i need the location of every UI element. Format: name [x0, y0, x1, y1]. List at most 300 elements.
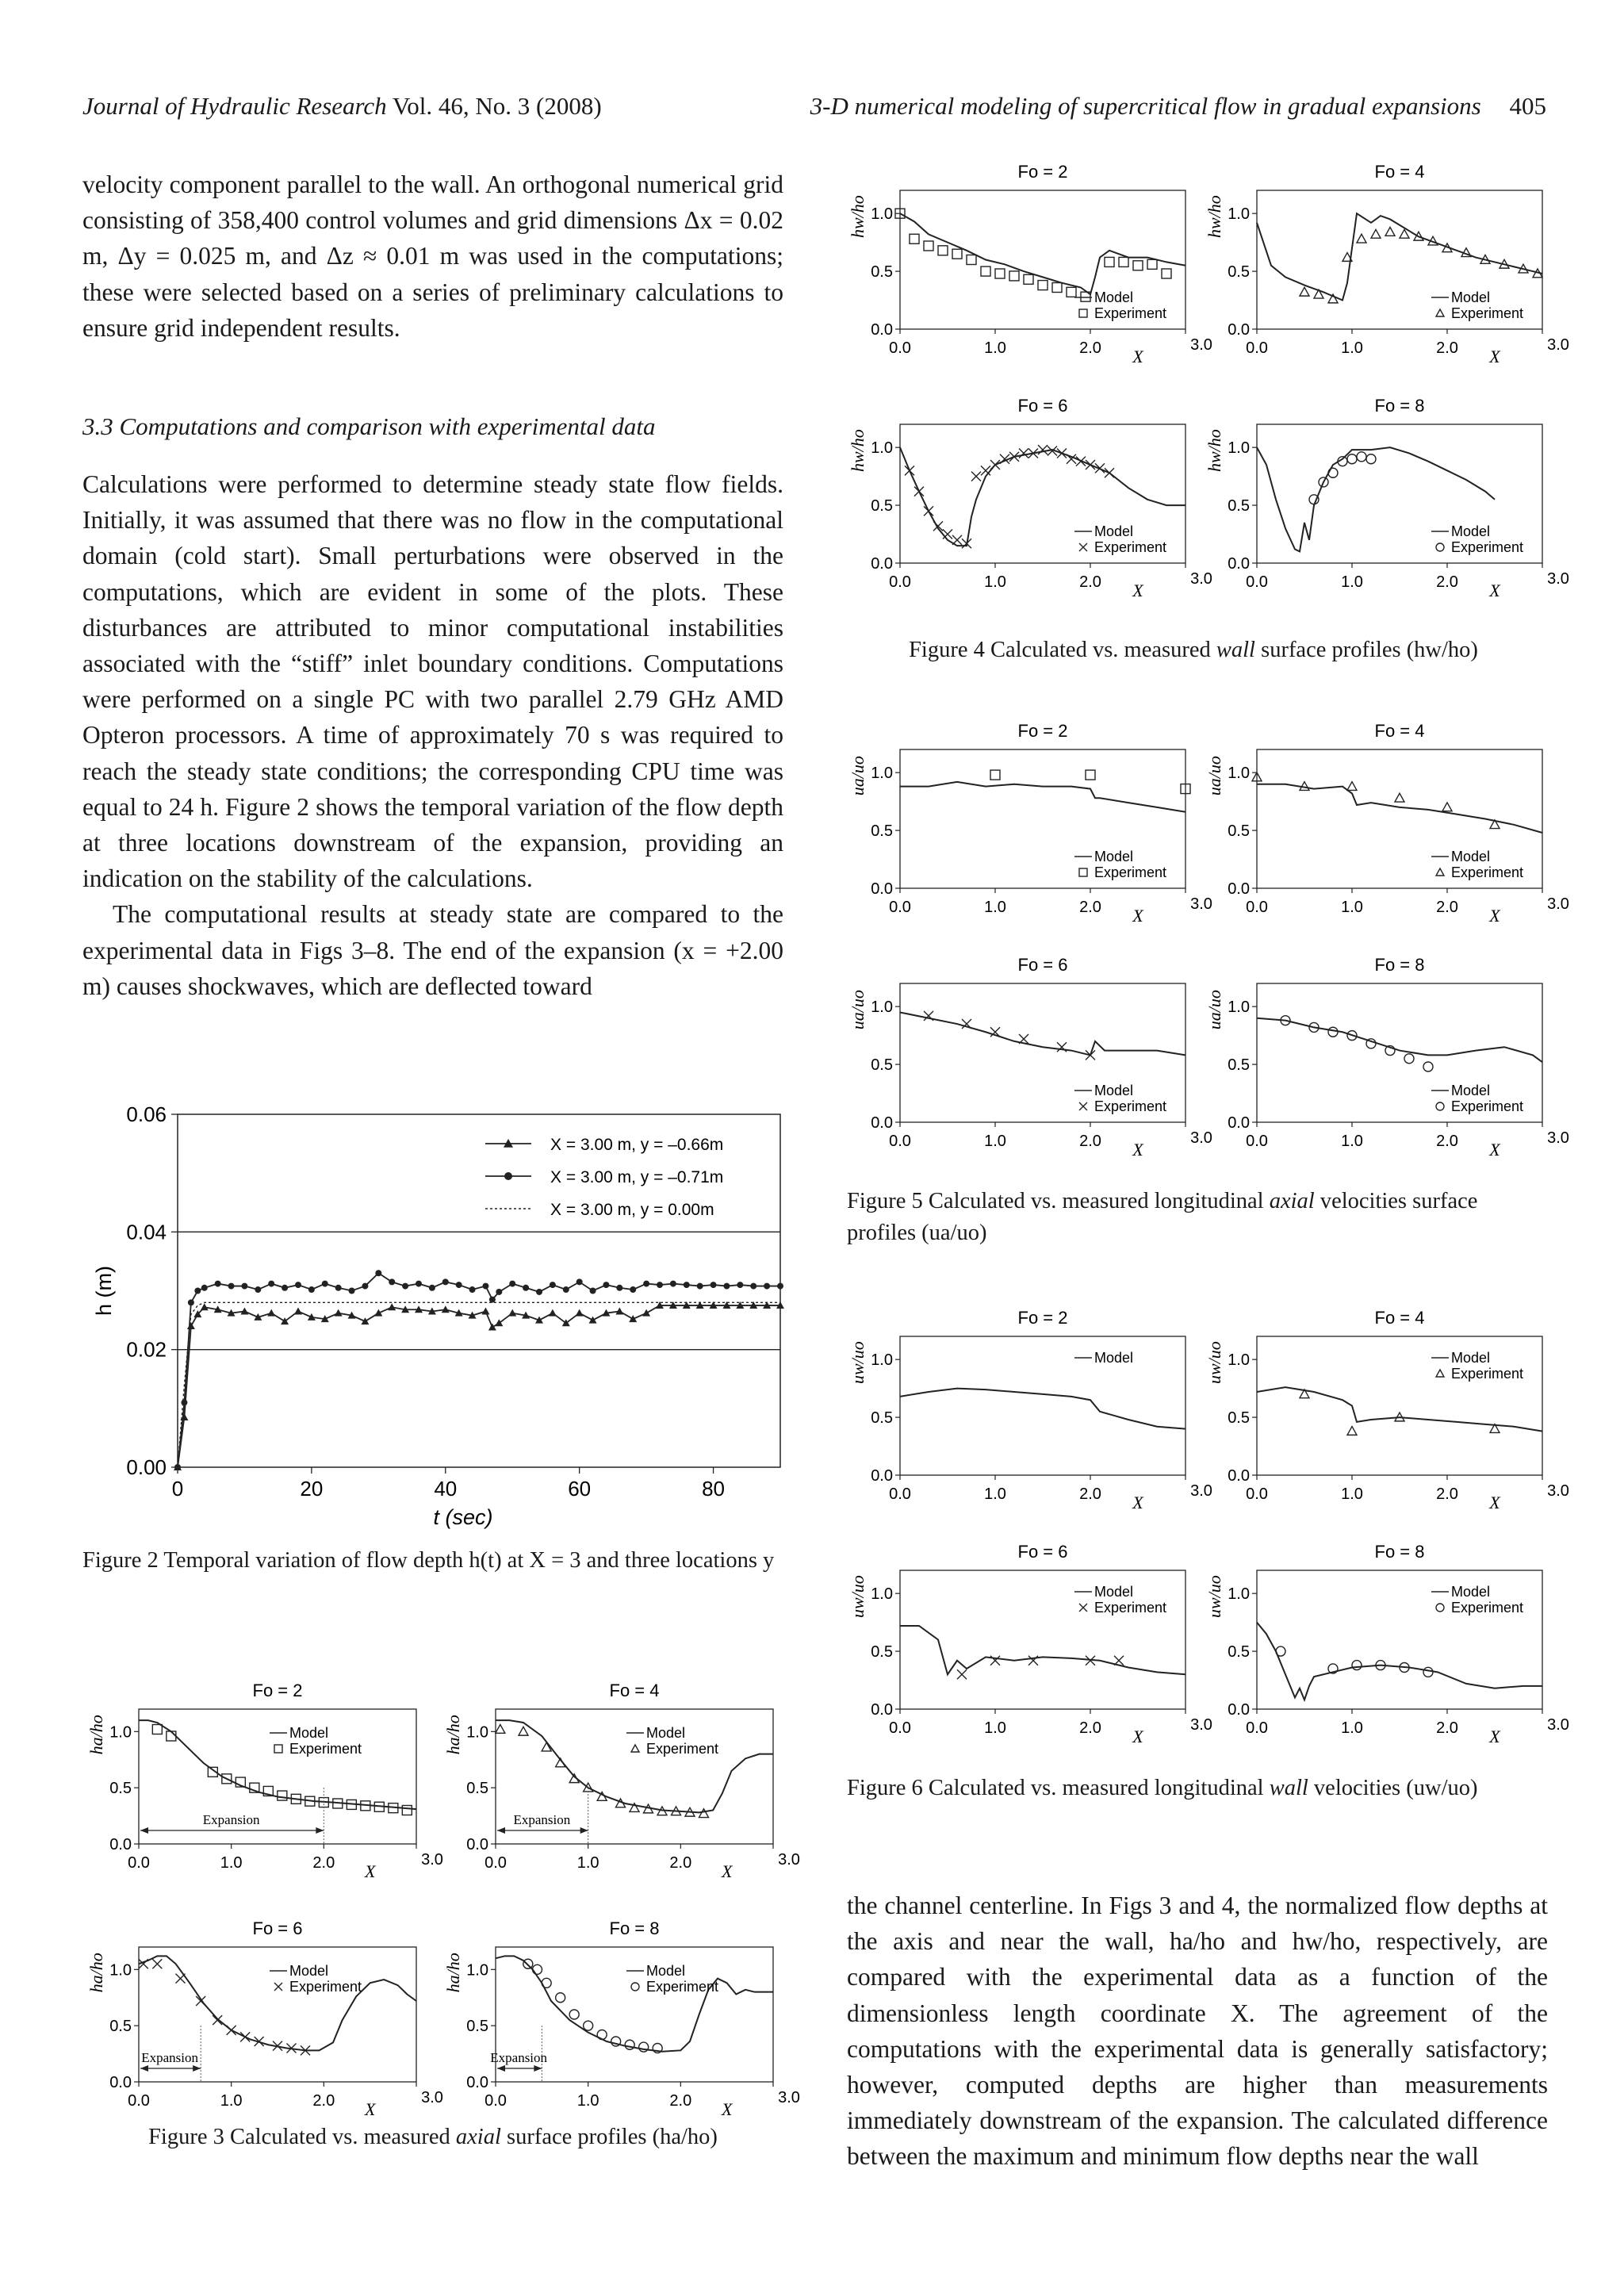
y-axis-label: ua/uo [1205, 756, 1224, 796]
panel-title: Fo = 2 [1017, 162, 1068, 182]
y-tick-label: 0.0 [871, 880, 893, 898]
legend-label: Experiment [1094, 1098, 1167, 1114]
data-point-triangle [481, 1307, 489, 1314]
data-point-square [1133, 261, 1143, 270]
panel [86, 1918, 443, 2119]
x-tick-label: 1.0 [984, 1485, 1006, 1503]
x-tick-label: 0.0 [1246, 573, 1268, 591]
x-tick-label: 20 [300, 1477, 324, 1501]
data-point-circle [456, 1282, 462, 1288]
panel [848, 396, 1212, 600]
data-point-circle [536, 1289, 542, 1295]
data-point-triangle [240, 1307, 248, 1314]
data-point-circle [504, 1172, 512, 1180]
data-point-circle [597, 2030, 607, 2040]
data-point-x [990, 460, 1000, 470]
legend-label: X = 3.00 m, y = 0.00m [550, 1201, 714, 1219]
x-tick-label: 0.0 [1246, 1719, 1268, 1737]
legend-label: Experiment [289, 1979, 362, 1995]
article-title: 3-D numerical modeling of supercritical flow in gradual expansions [810, 92, 1481, 120]
x-tick-label: 1.0 [984, 1133, 1006, 1150]
data-point-x [176, 1974, 186, 1984]
x-tick-label: 2.0 [1436, 339, 1458, 357]
y-tick-label: 0.0 [871, 1467, 893, 1485]
panel-title: Fo = 6 [1017, 1542, 1068, 1562]
panel [1205, 1542, 1569, 1746]
legend-label: Experiment [1451, 1600, 1524, 1616]
x-tick-label: 0.0 [1246, 1133, 1268, 1150]
x-tick-label: 3.0 [421, 2089, 443, 2106]
y-tick-label: 0.5 [466, 2018, 488, 2036]
legend-label: Model [1451, 1350, 1491, 1366]
y-tick-label: 0.5 [871, 497, 893, 516]
data-point-x [943, 530, 952, 539]
data-point-x [990, 1656, 1000, 1665]
x-tick-label: 3.0 [1190, 895, 1212, 913]
x-axis-label: X [721, 2099, 733, 2119]
x-axis-label: X [1132, 1140, 1143, 1159]
data-point-x [924, 506, 933, 516]
data-point-x [274, 1983, 282, 1991]
y-axis-label: h (m) [92, 1266, 116, 1316]
model-line [1257, 1018, 1542, 1062]
y-tick-label: 0.0 [1228, 1467, 1250, 1485]
data-point-circle [1404, 1054, 1414, 1064]
x-tick-label: 3.0 [1190, 1129, 1212, 1147]
y-tick-label: 1.0 [871, 1585, 893, 1604]
data-point-circle [389, 1278, 395, 1285]
x-tick-label: 3.0 [1547, 895, 1569, 913]
legend-label: X = 3.00 m, y = –0.71m [550, 1168, 724, 1186]
arrow-head [497, 2065, 505, 2072]
x-tick-label: 3.0 [1190, 570, 1212, 588]
y-tick-label: 0.5 [466, 1780, 488, 1798]
x-tick-label: 0.0 [889, 1133, 911, 1150]
data-point-circle [482, 1283, 488, 1290]
data-point-circle [442, 1278, 449, 1285]
data-point-x [196, 1996, 205, 2006]
panel [443, 1681, 800, 1881]
y-tick-label: 0.5 [109, 2018, 132, 2036]
model-line [139, 1956, 416, 2050]
x-tick-label: 3.0 [778, 2089, 800, 2106]
y-tick-label: 0.0 [871, 1701, 893, 1719]
series-line [178, 1302, 780, 1467]
data-point-circle [569, 2010, 579, 2019]
data-point-circle [188, 1299, 194, 1305]
y-tick-label: 1.0 [871, 1351, 893, 1370]
data-point-x [152, 1959, 162, 1968]
x-tick-label: 2.0 [1079, 899, 1101, 916]
figure-2-chart [82, 1094, 788, 1539]
legend-label: Experiment [1451, 305, 1524, 321]
x-axis-label: X [1489, 581, 1500, 600]
y-tick-label: 1.0 [871, 999, 893, 1017]
data-point-square [1038, 281, 1048, 290]
x-tick-label: 1.0 [576, 2092, 599, 2110]
panel-title: Fo = 8 [1374, 396, 1425, 416]
x-tick-label: 2.0 [669, 1854, 692, 1872]
data-point-triangle [631, 1745, 639, 1752]
data-point-square [1067, 287, 1076, 297]
legend-label: Model [289, 1963, 329, 1979]
data-point-circle [1276, 1646, 1285, 1656]
y-tick-label: 0.0 [871, 1114, 893, 1132]
y-tick-label: 0.0 [109, 2074, 132, 2091]
annotation-label: Expansion [513, 1812, 571, 1827]
legend-label: Experiment [1451, 1366, 1524, 1382]
panel [1205, 721, 1569, 926]
data-point-circle [603, 1282, 609, 1288]
x-tick-label: 3.0 [1547, 1716, 1569, 1734]
data-point-x [962, 539, 971, 548]
x-tick-label: 2.0 [1079, 1133, 1101, 1150]
data-point-square [981, 266, 990, 276]
data-point-circle [241, 1283, 247, 1290]
data-point-square [1009, 271, 1019, 281]
data-point-circle [429, 1285, 435, 1291]
data-point-x [905, 466, 914, 475]
data-point-triangle [629, 1315, 637, 1322]
y-tick-label: 0.5 [871, 1409, 893, 1428]
model-line [900, 213, 1185, 294]
legend-label: Model [1451, 1083, 1491, 1098]
y-tick-label: 0.5 [1228, 1409, 1250, 1428]
y-axis-label: hw/ho [1205, 195, 1224, 239]
data-point-x [1028, 1656, 1038, 1665]
caption-text: surface profiles (ha/ho) [500, 2125, 718, 2149]
x-tick-label: 1.0 [984, 1719, 1006, 1737]
data-point-x [1105, 468, 1114, 477]
legend-label: Experiment [1451, 864, 1524, 880]
y-tick-label: 0.5 [871, 822, 893, 841]
data-point-circle [590, 1288, 596, 1294]
x-tick-label: 3.0 [1547, 570, 1569, 588]
data-point-square [1079, 868, 1087, 876]
legend-label: Experiment [289, 1741, 362, 1757]
panel [86, 1681, 443, 1881]
data-point-circle [1436, 543, 1444, 551]
panel-title: Fo = 6 [1017, 396, 1068, 416]
y-tick-label: 0.0 [1228, 1114, 1250, 1132]
legend-label: Experiment [646, 1979, 719, 1995]
x-tick-label: 3.0 [1190, 336, 1212, 354]
x-tick-label: 0 [171, 1477, 184, 1501]
y-tick-label: 0.0 [1228, 555, 1250, 573]
y-axis-label: uw/uo [1205, 1575, 1224, 1619]
data-point-triangle [615, 1307, 623, 1314]
y-axis-label: hw/ho [1205, 429, 1224, 473]
figure-3-chart [79, 1665, 800, 2119]
figure-5-caption [847, 1186, 1549, 1249]
x-axis-label: X [1489, 1140, 1500, 1159]
data-point-circle [576, 1278, 583, 1285]
data-point-triangle [642, 1309, 650, 1317]
arrow-head [316, 1827, 324, 1834]
y-tick-label: 0.5 [871, 1056, 893, 1075]
data-point-circle [194, 1288, 201, 1294]
data-point-triangle [589, 1317, 597, 1324]
arrow-head [497, 1827, 505, 1834]
data-point-triangle [1347, 1427, 1357, 1435]
figure-4-chart [841, 162, 1569, 623]
x-tick-label: 0.0 [889, 573, 911, 591]
y-tick-label: 0.5 [1228, 1643, 1250, 1662]
left-column-body [82, 466, 783, 1004]
data-point-x [1079, 1604, 1087, 1612]
data-point-circle [1366, 454, 1376, 464]
data-point-square [1052, 283, 1062, 293]
y-tick-label: 0.0 [871, 321, 893, 339]
x-tick-label: 2.0 [1436, 899, 1458, 916]
data-point-circle [228, 1283, 235, 1290]
x-tick-label: 0.0 [485, 1854, 507, 1872]
data-point-triangle [361, 1317, 369, 1324]
x-axis-label: X [1132, 906, 1143, 926]
data-point-triangle [442, 1305, 450, 1313]
caption-text: velocities (uw/uo) [1308, 1776, 1478, 1800]
data-point-triangle [1385, 228, 1395, 236]
data-point-square [1079, 309, 1087, 317]
data-point-circle [215, 1281, 221, 1287]
legend-label: Experiment [1094, 1600, 1167, 1616]
panel-frame [139, 1709, 416, 1844]
model-line [900, 1012, 1185, 1055]
figure-6-caption [847, 1773, 1549, 1804]
panel-title: Fo = 2 [252, 1681, 303, 1700]
data-point-x [227, 2026, 236, 2035]
x-axis-label: X [364, 1861, 376, 1881]
data-point-square [995, 269, 1005, 278]
panel-title: Fo = 8 [1374, 1542, 1425, 1562]
data-point-circle [723, 1283, 730, 1290]
data-point-triangle [294, 1307, 302, 1314]
legend-label: Model [646, 1963, 686, 1979]
data-point-square [910, 234, 919, 243]
x-axis-label: X [1132, 347, 1143, 366]
data-point-triangle [388, 1303, 396, 1310]
data-point-square [402, 1806, 412, 1815]
panel [848, 955, 1212, 1159]
data-point-triangle [1300, 287, 1309, 296]
y-tick-label: 0.0 [871, 555, 893, 573]
data-point-circle [616, 1285, 622, 1291]
x-tick-label: 2.0 [1436, 573, 1458, 591]
caption-text: Figure 3 Calculated vs. measured [148, 2125, 456, 2149]
y-tick-label: 0.0 [1228, 1701, 1250, 1719]
x-tick-label: 3.0 [1547, 1482, 1569, 1500]
legend-label: Model [1451, 523, 1491, 539]
data-point-square [1086, 770, 1095, 780]
data-point-triangle [1442, 803, 1452, 811]
data-point-circle [523, 1285, 529, 1291]
x-tick-label: 0.0 [889, 1719, 911, 1737]
caption-text: velocities surface profiles (ua/uo) [847, 1189, 1478, 1245]
left-column-top [82, 167, 783, 346]
data-point-x [1019, 448, 1028, 458]
y-tick-label: 1.0 [871, 439, 893, 458]
figure-4-caption [841, 634, 1546, 666]
y-axis-label: ha/ho [443, 1953, 463, 1993]
caption-emphasis: axial [455, 2125, 501, 2149]
x-tick-label: 3.0 [1190, 1482, 1212, 1500]
panel [443, 1918, 800, 2119]
data-point-circle [764, 1283, 770, 1290]
legend-label: X = 3.00 m, y = –0.66m [550, 1136, 724, 1154]
data-point-x [952, 535, 962, 545]
y-tick-label: 1.0 [871, 765, 893, 783]
data-point-circle [1436, 1604, 1444, 1612]
y-axis-label: uw/uo [1205, 1341, 1224, 1385]
y-axis-label: hw/ho [848, 195, 868, 239]
legend-label: Experiment [1094, 539, 1167, 555]
x-tick-label: 40 [434, 1477, 458, 1501]
section-heading: 3.3 Computations and comparison with experimental data [82, 412, 656, 440]
data-point-square [167, 1731, 176, 1741]
data-point-triangle [267, 1309, 275, 1317]
x-tick-label: 0.0 [1246, 339, 1268, 357]
legend-label: Model [1451, 1584, 1491, 1600]
running-header-left [82, 92, 602, 121]
series-line [178, 1305, 780, 1467]
model-line [900, 447, 1185, 546]
data-point-circle [496, 1289, 502, 1295]
data-point-circle [375, 1270, 381, 1276]
x-axis-label: X [1489, 906, 1500, 926]
data-point-circle [563, 1286, 569, 1293]
data-point-circle [1309, 495, 1319, 504]
data-point-square [1024, 274, 1033, 284]
data-point-square [1105, 257, 1114, 266]
x-axis-label: X [1489, 1727, 1500, 1746]
data-point-triangle [187, 1322, 195, 1329]
caption-text: Figure 5 Calculated vs. measured longitudinal [847, 1189, 1270, 1213]
legend-label: Experiment [1094, 305, 1167, 321]
data-point-square [278, 1791, 287, 1800]
y-tick-label: 1.0 [1228, 205, 1250, 224]
legend-label: Model [1094, 289, 1134, 305]
y-tick-label: 0.04 [126, 1220, 167, 1244]
y-axis-label: hw/ho [848, 429, 868, 473]
data-point-circle [469, 1286, 476, 1293]
y-axis-label: ha/ho [86, 1715, 106, 1755]
x-tick-label: 0.0 [889, 899, 911, 916]
data-point-triangle [496, 1725, 505, 1734]
data-point-circle [697, 1283, 703, 1290]
y-tick-label: 1.0 [466, 1961, 488, 1980]
model-line [900, 1389, 1185, 1429]
y-axis-label: ua/uo [848, 990, 868, 1030]
data-point-circle [268, 1281, 274, 1287]
x-axis-label: X [364, 2099, 376, 2119]
x-tick-label: 1.0 [1341, 339, 1363, 357]
right-column-bottom [847, 1888, 1548, 2175]
x-tick-label: 2.0 [669, 2092, 692, 2110]
y-tick-label: 1.0 [1228, 1351, 1250, 1370]
x-tick-label: 3.0 [1190, 1716, 1212, 1734]
data-point-x [213, 2015, 222, 2025]
caption-emphasis: wall [1269, 1776, 1308, 1800]
data-point-triangle [1395, 793, 1404, 802]
panel [848, 162, 1212, 366]
data-point-circle [1366, 1039, 1376, 1048]
y-axis-label: ha/ho [443, 1715, 463, 1755]
y-tick-label: 1.0 [109, 1723, 132, 1742]
y-tick-label: 0.5 [1228, 1056, 1250, 1075]
data-point-triangle [335, 1309, 343, 1317]
data-point-circle [201, 1285, 208, 1291]
data-point-circle [750, 1283, 756, 1290]
panel-title: Fo = 4 [1374, 721, 1425, 741]
data-point-square [152, 1725, 162, 1734]
y-axis-label: uw/uo [848, 1341, 868, 1385]
data-point-square [1119, 257, 1128, 266]
x-axis-label: X [1132, 581, 1143, 600]
legend-label: Model [1094, 1350, 1134, 1366]
data-point-circle [1347, 454, 1357, 464]
journal-volume: Vol. 46, No. 3 (2008) [392, 92, 602, 120]
legend-label: Model [1451, 289, 1491, 305]
y-tick-label: 1.0 [1228, 765, 1250, 783]
x-tick-label: 1.0 [984, 339, 1006, 357]
data-point-x [1057, 1042, 1067, 1052]
panel-title: Fo = 8 [1374, 955, 1425, 975]
x-axis-label: X [721, 1861, 733, 1881]
x-tick-label: 1.0 [984, 899, 1006, 916]
data-point-circle [282, 1285, 288, 1291]
x-tick-label: 1.0 [984, 573, 1006, 591]
data-point-x [981, 466, 990, 475]
x-tick-label: 60 [568, 1477, 592, 1501]
data-point-circle [550, 1282, 556, 1288]
y-tick-label: 0.06 [126, 1102, 167, 1126]
data-point-square [938, 246, 948, 255]
data-point-triangle [1436, 309, 1444, 316]
caption-text: surface profiles (hw/ho) [1254, 638, 1478, 662]
caption-text: Figure 6 Calculated vs. measured longitudinal [847, 1776, 1270, 1800]
data-point-triangle [1371, 229, 1381, 238]
legend-label: Experiment [1451, 1098, 1524, 1114]
data-point-triangle [508, 1309, 516, 1317]
y-tick-label: 0.0 [1228, 321, 1250, 339]
legend-label: Experiment [646, 1741, 719, 1757]
arrow-head [140, 2065, 148, 2072]
data-point-circle [584, 2021, 593, 2030]
data-point-circle [295, 1282, 301, 1288]
x-tick-label: 1.0 [220, 1854, 243, 1872]
data-point-circle [631, 1983, 639, 1991]
x-tick-label: 0.0 [889, 1485, 911, 1503]
data-point-x [1079, 543, 1087, 551]
panel-title: Fo = 8 [609, 1918, 660, 1938]
data-point-circle [737, 1282, 743, 1288]
panel [1205, 955, 1569, 1159]
data-point-circle [1328, 468, 1338, 477]
data-point-x [1019, 1034, 1028, 1044]
y-tick-label: 0.0 [466, 1836, 488, 1853]
x-tick-label: 2.0 [1079, 339, 1101, 357]
model-line [496, 1720, 773, 1812]
model-line [900, 782, 1185, 812]
x-tick-label: 1.0 [1341, 1719, 1363, 1737]
arrow-head [193, 2065, 201, 2072]
model-line [1257, 1387, 1542, 1431]
data-point-square [952, 249, 962, 259]
y-tick-label: 0.0 [1228, 880, 1250, 898]
annotation-label: Expansion [490, 2050, 548, 2065]
paragraph-depth-comparison: the channel centerline. In Figs 3 and 4, the normalized flow depths at the axis and near the wall, ha/ho and hw/ho, respectively, are compared with the experimental data as a function of the dimensionless length coordinate X. The agreement of the computations with the experimental data is generally satisfactory; however, computed depths are higher than measurements immediately downstream of the expansion. The calculated difference between the maximum and minimum flow depths near the wall [847, 1892, 1548, 2171]
data-point-circle [643, 1281, 649, 1287]
